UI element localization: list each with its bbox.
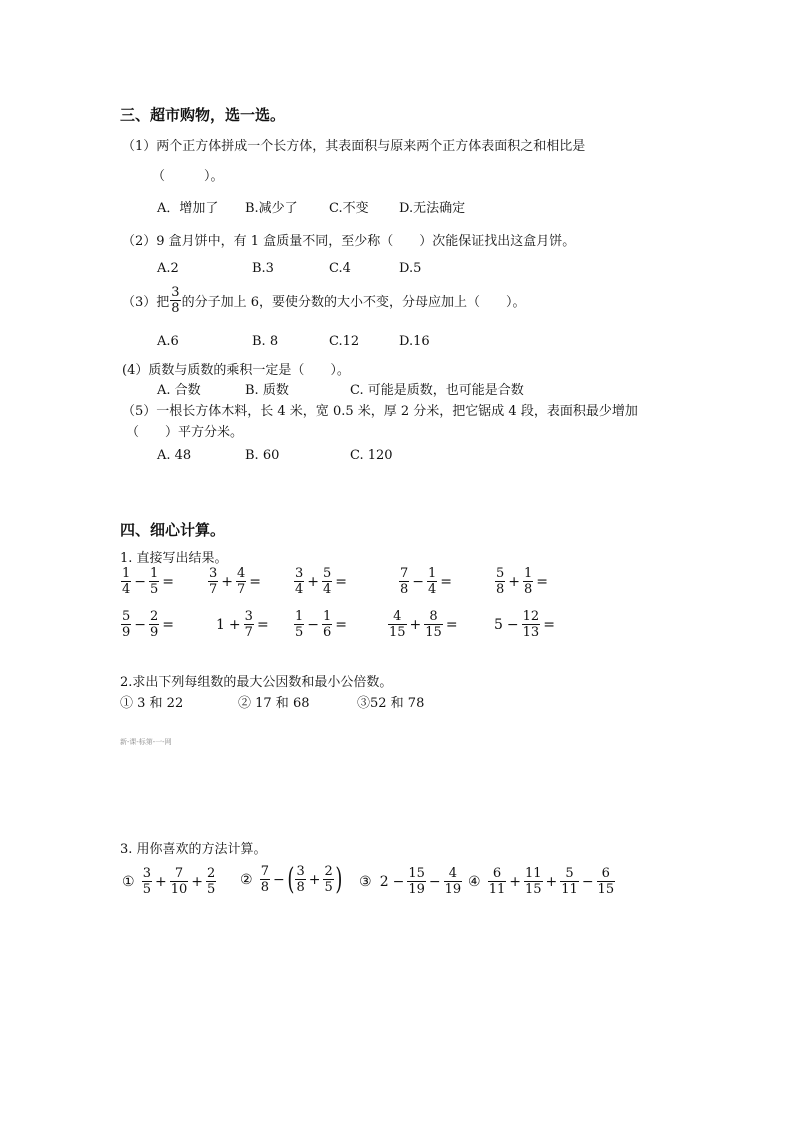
operator: − (307, 616, 320, 633)
denominator: 6 (323, 625, 332, 640)
part3-expression-1 (120, 866, 217, 897)
q2-option-c: C.4 (329, 261, 351, 276)
part3-expression-4 (466, 866, 616, 897)
numerator: 4 (237, 566, 246, 581)
equals-sign: = (162, 616, 175, 633)
fraction (597, 866, 616, 897)
left-parenthesis: ( (287, 861, 295, 897)
calc-r2-3 (293, 609, 349, 640)
whole-number: 1 (216, 616, 225, 633)
denominator: 8 (296, 880, 305, 895)
numerator: 2 (324, 864, 333, 879)
numerator: 7 (260, 864, 269, 879)
operator: + (308, 871, 321, 888)
calc-r1-4 (398, 566, 454, 597)
numerator: 1 (524, 566, 533, 581)
part2-item-1: ① 3 和 22 (120, 696, 184, 711)
denominator: 7 (237, 582, 246, 597)
q5-blank: （ ）平方分米。 (126, 425, 244, 440)
circled-number-4: ④ (468, 873, 481, 890)
fraction (149, 609, 159, 640)
q1-blank: （ ）。 (152, 169, 224, 184)
denominator: 13 (522, 625, 540, 640)
q3-frac-den: 8 (171, 301, 180, 316)
fraction (121, 566, 131, 597)
part2-item-3: ③52 和 78 (357, 696, 425, 711)
denominator: 8 (400, 582, 409, 597)
operator: − (581, 873, 594, 890)
whole-number: 2 (379, 873, 389, 890)
part2-item-2: ② 17 和 68 (238, 696, 310, 711)
operator: − (392, 873, 405, 890)
denominator: 19 (408, 882, 425, 897)
q1-option-b: B.减少了 (245, 201, 298, 216)
numerator: 2 (207, 866, 216, 881)
q3-suffix: 的分子加上 6，要使分数的大小不变，分母应加上（ ）。 (181, 295, 526, 310)
denominator: 5 (324, 880, 333, 895)
numerator: 1 (122, 566, 131, 581)
q3-option-b: B. 8 (252, 334, 279, 349)
fraction (424, 609, 443, 640)
operator: + (508, 573, 521, 590)
equals-sign: = (162, 573, 175, 590)
q1-text: （1）两个正方体拼成一个长方体，其表面积与原来两个正方体表面积之和相比是 (122, 139, 586, 154)
denominator: 15 (597, 882, 615, 897)
fraction (260, 864, 270, 895)
fraction (206, 866, 216, 897)
equals-sign: = (440, 573, 453, 590)
fraction (388, 609, 407, 640)
denominator: 5 (142, 882, 151, 897)
part1-label: 1. 直接写出结果。 (120, 551, 228, 566)
calc-r2-4 (387, 609, 460, 640)
q4-option-a: A. 合数 (157, 383, 201, 398)
q3-text (122, 285, 525, 316)
q3-option-d: D.16 (399, 334, 430, 349)
denominator: 8 (260, 880, 269, 895)
fraction (294, 566, 304, 597)
fraction (524, 866, 543, 897)
calc-r1-5 (494, 566, 550, 597)
denominator: 9 (122, 625, 131, 640)
q1-option-a: A．增加了 (157, 201, 219, 216)
operator: + (307, 573, 320, 590)
equals-sign: = (249, 573, 262, 590)
q5-option-b: B. 60 (245, 448, 280, 463)
operator: + (191, 873, 203, 890)
calc-r1-1 (120, 566, 176, 597)
fraction (560, 866, 579, 897)
operator: − (506, 616, 519, 633)
fraction (208, 566, 218, 597)
q2-option-b: B.3 (252, 261, 274, 276)
fraction (522, 609, 541, 640)
denominator: 11 (561, 882, 578, 897)
watermark: 新-课-标第-一-网 (120, 738, 172, 746)
denominator: 15 (389, 625, 406, 640)
numerator: 5 (122, 609, 131, 624)
q3-option-a: A.6 (157, 334, 179, 349)
denominator: 15 (524, 882, 542, 897)
circled-number-1: ① (122, 873, 135, 890)
section4-title: 四、细心计算。 (120, 521, 226, 539)
right-parenthesis: ) (335, 861, 343, 897)
operator: − (134, 573, 147, 590)
q3-option-c: C.12 (329, 334, 360, 349)
q3-frac-num: 3 (171, 285, 180, 300)
q4-option-b: B. 质数 (245, 383, 289, 398)
fraction (244, 609, 254, 640)
numerator: 12 (522, 609, 540, 624)
operator: + (228, 616, 241, 633)
fraction (427, 566, 437, 597)
equals-sign: = (335, 616, 348, 633)
q5-option-a: A. 48 (157, 448, 192, 463)
fraction (295, 864, 305, 895)
fraction (523, 566, 533, 597)
numerator: 7 (400, 566, 409, 581)
circled-number-3: ③ (359, 873, 372, 890)
section3-title: 三、超市购物，选一选。 (120, 106, 286, 124)
operator: − (412, 573, 425, 590)
whole-number: 5 (494, 616, 503, 633)
operator: + (509, 873, 521, 890)
fraction (323, 864, 333, 895)
part2-label: 2.求出下列每组数的最大公因数和最小公倍数。 (120, 675, 393, 690)
denominator: 15 (425, 625, 442, 640)
numerator: 3 (244, 609, 253, 624)
fraction (294, 609, 304, 640)
numerator: 5 (496, 566, 505, 581)
numerator: 4 (444, 866, 463, 882)
numerator: 11 (524, 866, 542, 881)
fraction (170, 866, 189, 897)
numerator: 2 (150, 609, 159, 624)
operator: − (272, 871, 285, 888)
circled-number-2: ② (240, 871, 253, 888)
denominator: 5 (150, 582, 159, 597)
fraction (495, 566, 505, 597)
fraction (407, 866, 426, 897)
denominator: 11 (488, 882, 506, 897)
calc-r1-2 (207, 566, 263, 597)
operator: + (409, 616, 422, 633)
fraction (236, 566, 246, 597)
numerator: 3 (296, 864, 305, 879)
fraction (322, 609, 332, 640)
denominator: 5 (207, 882, 216, 897)
part3-expression-3 (357, 866, 463, 897)
q2-option-a: A.2 (157, 261, 179, 276)
denominator: 4 (295, 582, 304, 597)
numerator: 3 (295, 566, 304, 581)
part3-label: 3. 用你喜欢的方法计算。 (120, 842, 267, 857)
fraction (322, 566, 332, 597)
numerator: 6 (488, 866, 507, 882)
calc-r2-5 (492, 609, 557, 640)
numerator: 8 (424, 609, 443, 625)
denominator: 10 (170, 882, 188, 897)
numerator: 1 (150, 566, 159, 581)
q1-option-d: D.无法确定 (399, 201, 466, 216)
numerator: 1 (295, 609, 304, 624)
fraction (121, 609, 131, 640)
denominator: 7 (209, 582, 218, 597)
fraction (444, 866, 463, 897)
operator: − (428, 873, 441, 890)
fraction (399, 566, 409, 597)
numerator: 7 (170, 866, 189, 882)
q1-option-c: C.不变 (329, 201, 369, 216)
numerator: 6 (597, 866, 616, 882)
equals-sign: = (543, 616, 555, 633)
q2-option-d: D.5 (399, 261, 422, 276)
calc-r2-2 (214, 609, 271, 640)
denominator: 4 (122, 582, 131, 597)
denominator: 8 (524, 582, 533, 597)
calc-r1-3 (293, 566, 349, 597)
q3-fraction (170, 285, 180, 316)
denominator: 7 (244, 625, 253, 640)
equals-sign: = (256, 616, 269, 633)
equals-sign: = (445, 616, 458, 633)
q4-text: (4）质数与质数的乘积一定是（ ）。 (122, 363, 350, 378)
denominator: 4 (428, 582, 437, 597)
equals-sign: = (536, 573, 549, 590)
denominator: 19 (444, 882, 462, 897)
q4-option-c: C. 可能是质数，也可能是合数 (350, 383, 524, 398)
fraction (149, 566, 159, 597)
operator: + (221, 573, 234, 590)
numerator: 1 (323, 609, 332, 624)
operator: + (154, 873, 167, 890)
q5-option-c: C. 120 (350, 448, 393, 463)
numerator: 5 (560, 866, 579, 882)
denominator: 8 (496, 582, 505, 597)
numerator: 3 (209, 566, 218, 581)
numerator: 4 (388, 609, 407, 625)
operator: + (545, 873, 558, 890)
denominator: 5 (295, 625, 304, 640)
denominator: 4 (323, 582, 332, 597)
fraction (142, 866, 152, 897)
numerator: 3 (142, 866, 151, 881)
numerator: 1 (428, 566, 437, 581)
calc-r2-1 (120, 609, 176, 640)
operator: − (134, 616, 147, 633)
equals-sign: = (335, 573, 348, 590)
denominator: 9 (150, 625, 159, 640)
q3-prefix: （3）把 (122, 295, 170, 310)
q2-text: （2）9 盒月饼中，有 1 盒质量不同，至少称（ ）次能保证找出这盒月饼。 (122, 234, 576, 249)
numerator: 15 (408, 866, 425, 881)
part3-expression-2 (238, 861, 343, 897)
fraction (488, 866, 507, 897)
q5-text: （5）一根长方体木料，长 4 米，宽 0.5 米，厚 2 分米，把它锯成 4 段，表面积最少增加 (122, 404, 638, 419)
numerator: 5 (323, 566, 332, 581)
